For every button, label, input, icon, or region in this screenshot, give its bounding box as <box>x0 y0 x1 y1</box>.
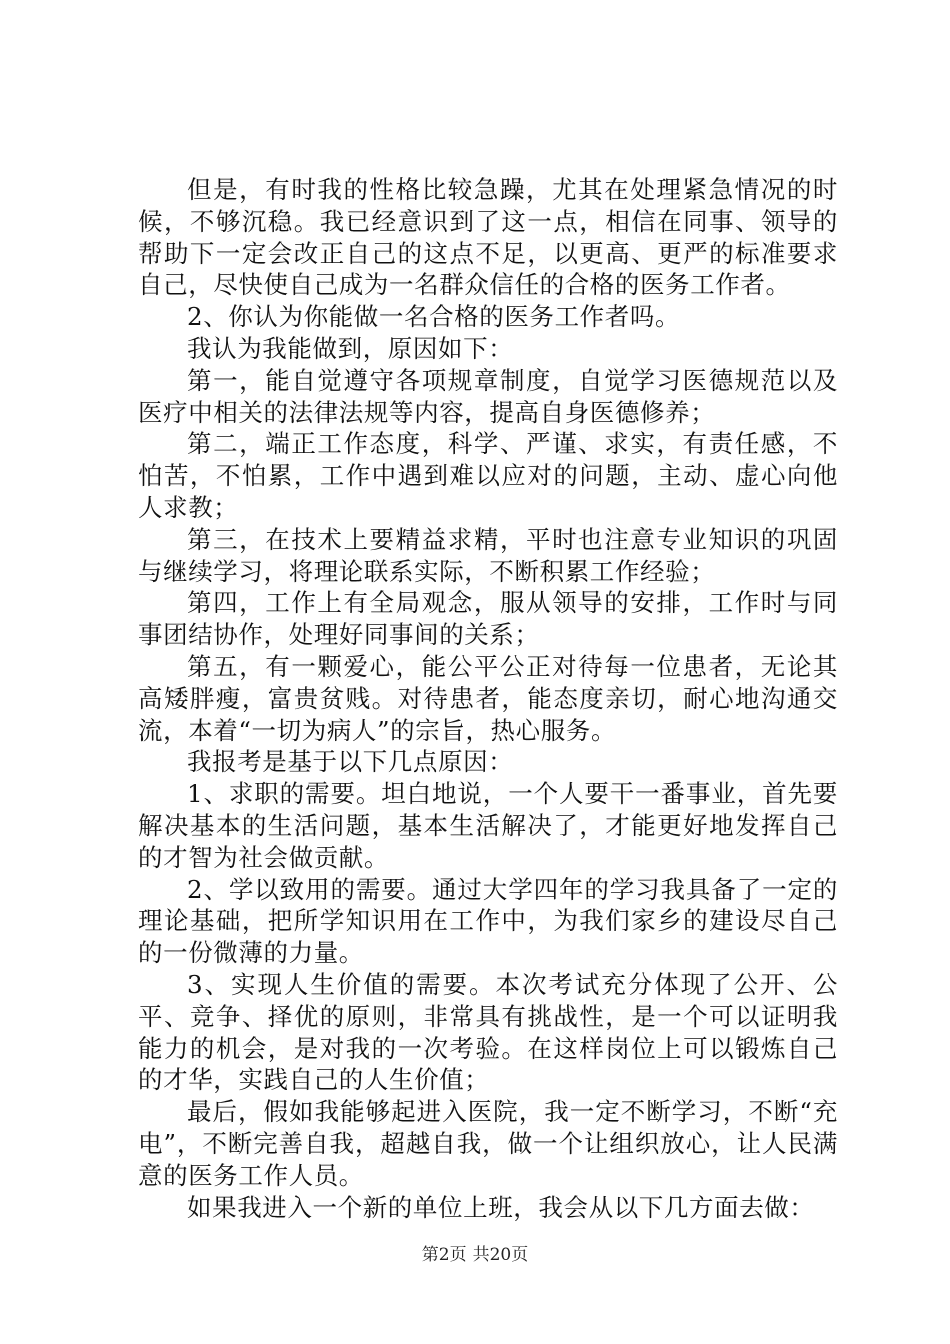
paragraph: 最后，假如我能够起进入医院，我一定不断学习，不断“充电”，不断完善自我，超越自我，做一个让组织放心，让人民满意的医务工作人员。 <box>138 1097 838 1190</box>
paragraph: 2、学以致用的需要。通过大学四年的学习我具备了一定的理论基础，把所学知识用在工作中，为我们家乡的建设尽自己的一份微薄的力量。 <box>138 874 838 968</box>
document-body <box>138 174 838 1223</box>
page-footer <box>0 1244 950 1266</box>
page-total: 共20页 <box>472 1245 529 1265</box>
paragraph: 第四，工作上有全局观念，服从领导的安排，工作时与同事团结协作，处理好同事间的关系； <box>138 588 838 650</box>
page-number: 第2页 <box>421 1245 467 1265</box>
paragraph: 第三，在技术上要精益求精，平时也注意专业知识的巩固与继续学习，将理论联系实际，不断积累工作经验； <box>138 524 838 586</box>
paragraph: 第二，端正工作态度，科学、严谨、求实，有责任感，不怕苦，不怕累，工作中遇到难以应对的问题，主动、虚心向他人求教； <box>138 429 838 522</box>
paragraph: 我报考是基于以下几点原因： <box>187 747 514 777</box>
paragraph: 如果我进入一个新的单位上班，我会从以下几方面去做： <box>187 1192 815 1222</box>
paragraph: 但是，有时我的性格比较急躁，尤其在处理紧急情况的时候，不够沉稳。我已经意识到了这一点，相信在同事、领导的帮助下一定会改正自己的这点不足，以更高、更严的标准要求自己，尽快使自己成为一名群众信任的合格的医务工作者。 <box>138 175 838 300</box>
paragraph: 我认为我能做到，原因如下： <box>187 333 514 363</box>
paragraph: 1、求职的需要。坦白地说，一个人要干一番事业，首先要解决基本的生活问题，基本生活解决了，才能更好地发挥自己的才智为社会做贡献。 <box>138 779 838 872</box>
paragraph: 2、你认为你能做一名合格的医务工作者吗。 <box>187 302 681 332</box>
paragraph: 第一，能自觉遵守各项规章制度，自觉学习医德规范以及医疗中相关的法律法规等内容，提高自身医德修养； <box>138 365 838 427</box>
paragraph: 3、实现人生价值的需要。本次考试充分体现了公开、公平、竞争、择优的原则，非常具有挑战性，是一个可以证明我能力的机会，是对我的一次考验。在这样岗位上可以锻炼自己的才华，实践自己的人生价值； <box>138 969 838 1095</box>
paragraph: 第五，有一颗爱心，能公平公正对待每一位患者，无论其高矮胖瘦，富贵贫贱。对待患者，能态度亲切，耐心地沟通交流，本着“一切为病人”的宗旨，热心服务。 <box>138 651 838 745</box>
